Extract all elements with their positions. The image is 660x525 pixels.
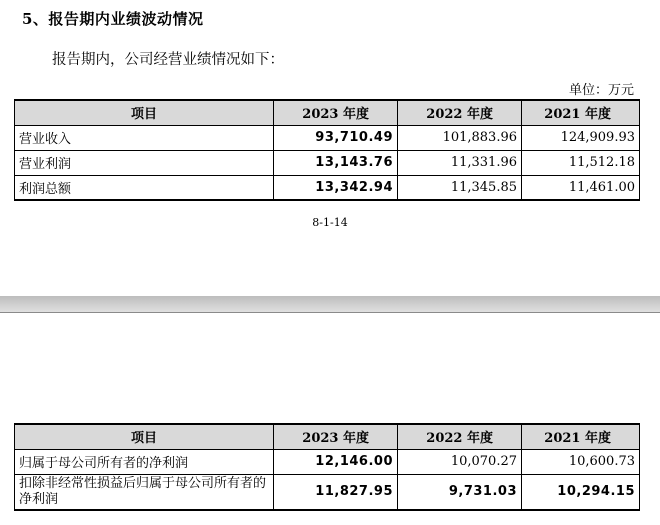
page-break-divider [0, 296, 660, 312]
unit-label: 单位：万元 [568, 83, 634, 98]
value-2023: 12,146.00 [274, 449, 398, 474]
table-header-row [15, 100, 640, 125]
row-label: 利润总额 [15, 175, 274, 200]
value-2023: 13,342.94 [274, 175, 398, 200]
table-row [15, 449, 640, 474]
value-2022: 101,883.96 [398, 125, 522, 150]
header-2023: 2023 年度 [274, 100, 398, 125]
value-2021: 10,294.15 [522, 474, 640, 510]
header-item: 项目 [15, 424, 274, 449]
row-label: 归属于母公司所有者的净利润 [15, 449, 274, 474]
value-2023: 93,710.49 [274, 125, 398, 150]
value-2023: 11,827.95 [274, 474, 398, 510]
value-2022: 9,731.03 [398, 474, 522, 510]
header-2022: 2022 年度 [398, 100, 522, 125]
value-2022: 11,331.96 [398, 150, 522, 175]
value-2021: 11,512.18 [522, 150, 640, 175]
value-2022: 10,070.27 [398, 449, 522, 474]
value-2021: 124,909.93 [522, 125, 640, 150]
page-break-edge [0, 312, 660, 313]
table-row [15, 474, 640, 510]
header-2022: 2022 年度 [398, 424, 522, 449]
value-2021: 11,461.00 [522, 175, 640, 200]
row-label: 营业收入 [15, 125, 274, 150]
value-2022: 11,345.85 [398, 175, 522, 200]
performance-table [14, 99, 640, 201]
row-label: 扣除非经常性损益后归属于母公司所有者的净利润 [15, 474, 274, 510]
header-2021: 2021 年度 [522, 100, 640, 125]
value-2021: 10,600.73 [522, 449, 640, 474]
section-heading: 5、报告期内业绩波动情况 [22, 10, 204, 28]
header-item: 项目 [15, 100, 274, 125]
intro-text: 报告期内，公司经营业绩情况如下： [52, 52, 284, 68]
page-number: 8-1-14 [312, 216, 348, 229]
header-2021: 2021 年度 [522, 424, 640, 449]
table-row [15, 150, 640, 175]
value-2023: 13,143.76 [274, 150, 398, 175]
row-label: 营业利润 [15, 150, 274, 175]
table-row [15, 175, 640, 200]
net-profit-table [14, 423, 640, 511]
header-2023: 2023 年度 [274, 424, 398, 449]
table-header-row [15, 424, 640, 449]
table-row [15, 125, 640, 150]
